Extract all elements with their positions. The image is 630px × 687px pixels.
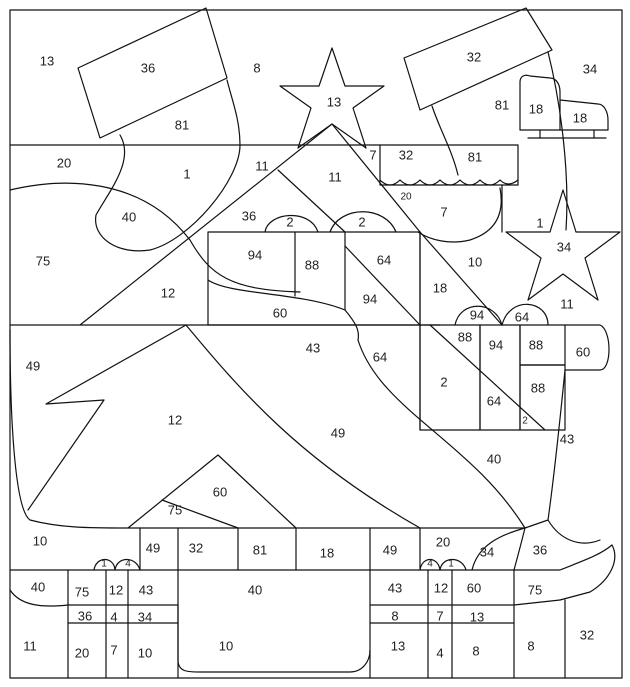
runner-mid-curve [178,605,370,672]
number-label: 34 [582,61,598,77]
number-label: 75 [35,253,51,269]
number-label: 40 [121,209,137,225]
number-label: 18 [319,545,335,561]
number-label: 40 [486,451,502,467]
number-label: 64 [372,349,388,365]
scallop-edge [380,180,518,185]
left-wave [10,183,300,292]
number-label: 2 [286,214,294,230]
number-label: 10 [218,638,234,654]
number-label: 2 [358,214,366,230]
number-label: 81 [494,97,510,113]
number-label: 7 [436,608,444,624]
number-label: 10 [137,645,153,661]
number-label: 12 [167,412,183,428]
number-label: 43 [559,431,575,447]
number-label: 60 [212,484,228,500]
number-label: 64 [486,393,502,409]
number-label: 11 [328,169,342,185]
number-label: 20 [56,155,72,171]
number-label: 10 [32,533,48,549]
number-label: 36 [77,608,93,624]
number-label: 8 [391,608,399,624]
left-arrow [25,325,186,510]
number-label: 8 [527,638,535,654]
number-label small: 4 [125,558,131,570]
number-label: 34 [479,544,495,560]
number-label: 34 [137,609,153,625]
number-label: 18 [432,280,448,296]
number-label: 94 [247,247,263,263]
number-label: 64 [514,309,530,325]
number-label small: 4 [427,558,433,570]
number-label: 43 [138,582,154,598]
number-label: 49 [145,540,161,556]
number-label: 60 [272,305,288,321]
number-label: 88 [457,329,473,345]
number-label: 8 [472,643,480,659]
number-label small: 2 [522,415,528,427]
number-label: 4 [436,645,444,661]
number-label: 88 [304,257,320,273]
number-label: 49 [382,542,398,558]
number-label: 11 [255,158,269,174]
number-label: 75 [527,582,543,598]
number-label: 18 [572,110,588,126]
number-label: 7 [110,642,118,658]
number-label: 75 [167,502,183,518]
number-label: 94 [469,307,485,323]
number-label: 18 [528,101,544,117]
number-label: 88 [530,380,546,396]
number-label: 34 [556,239,572,255]
number-label: 49 [330,425,346,441]
number-label: 13 [390,638,406,654]
number-label: 94 [362,291,378,307]
mid-diag-10 [420,232,502,325]
number-label: 32 [466,49,482,65]
number-label: 32 [398,147,414,163]
number-label: 43 [387,580,403,596]
number-label: 40 [30,579,46,595]
number-label: 1 [183,166,191,182]
number-label: 88 [528,337,544,353]
number-label: 32 [188,540,204,556]
number-label: 94 [488,337,504,353]
gift-box [208,232,420,325]
number-label: 13 [39,53,55,69]
number-label small: 1 [448,558,454,570]
number-label: 36 [241,208,257,224]
number-label: 4 [110,609,118,625]
number-label: 10 [467,254,483,270]
number-label: 11 [560,296,574,312]
number-label small: 1 [101,558,107,570]
number-label: 20 [74,645,90,661]
number-label: 40 [247,582,263,598]
number-label: 13 [469,609,485,625]
number-label: 36 [532,542,548,558]
number-label: 8 [253,60,261,76]
number-label small: 20 [400,191,412,203]
number-label: 81 [467,149,483,165]
number-label: 2 [440,374,448,390]
number-label: 81 [174,117,190,133]
number-label: 12 [433,580,449,596]
runner-right-curve [514,600,560,605]
number-label: 36 [140,60,156,76]
number-label: 81 [252,542,268,558]
number-label: 32 [579,627,595,643]
number-label: 75 [74,584,90,600]
number-label: 20 [435,534,451,550]
number-label: 12 [160,285,176,301]
number-label: 60 [575,344,591,360]
number-label: 12 [108,582,124,598]
number-label: 7 [369,147,377,163]
number-label: 49 [25,358,41,374]
number-label: 7 [440,204,448,220]
number-label: 1 [536,215,544,231]
number-label: 13 [326,94,342,110]
number-label: 60 [466,580,482,596]
number-label: 64 [376,252,392,268]
number-label: 43 [305,340,321,356]
number-label: 11 [23,638,37,654]
